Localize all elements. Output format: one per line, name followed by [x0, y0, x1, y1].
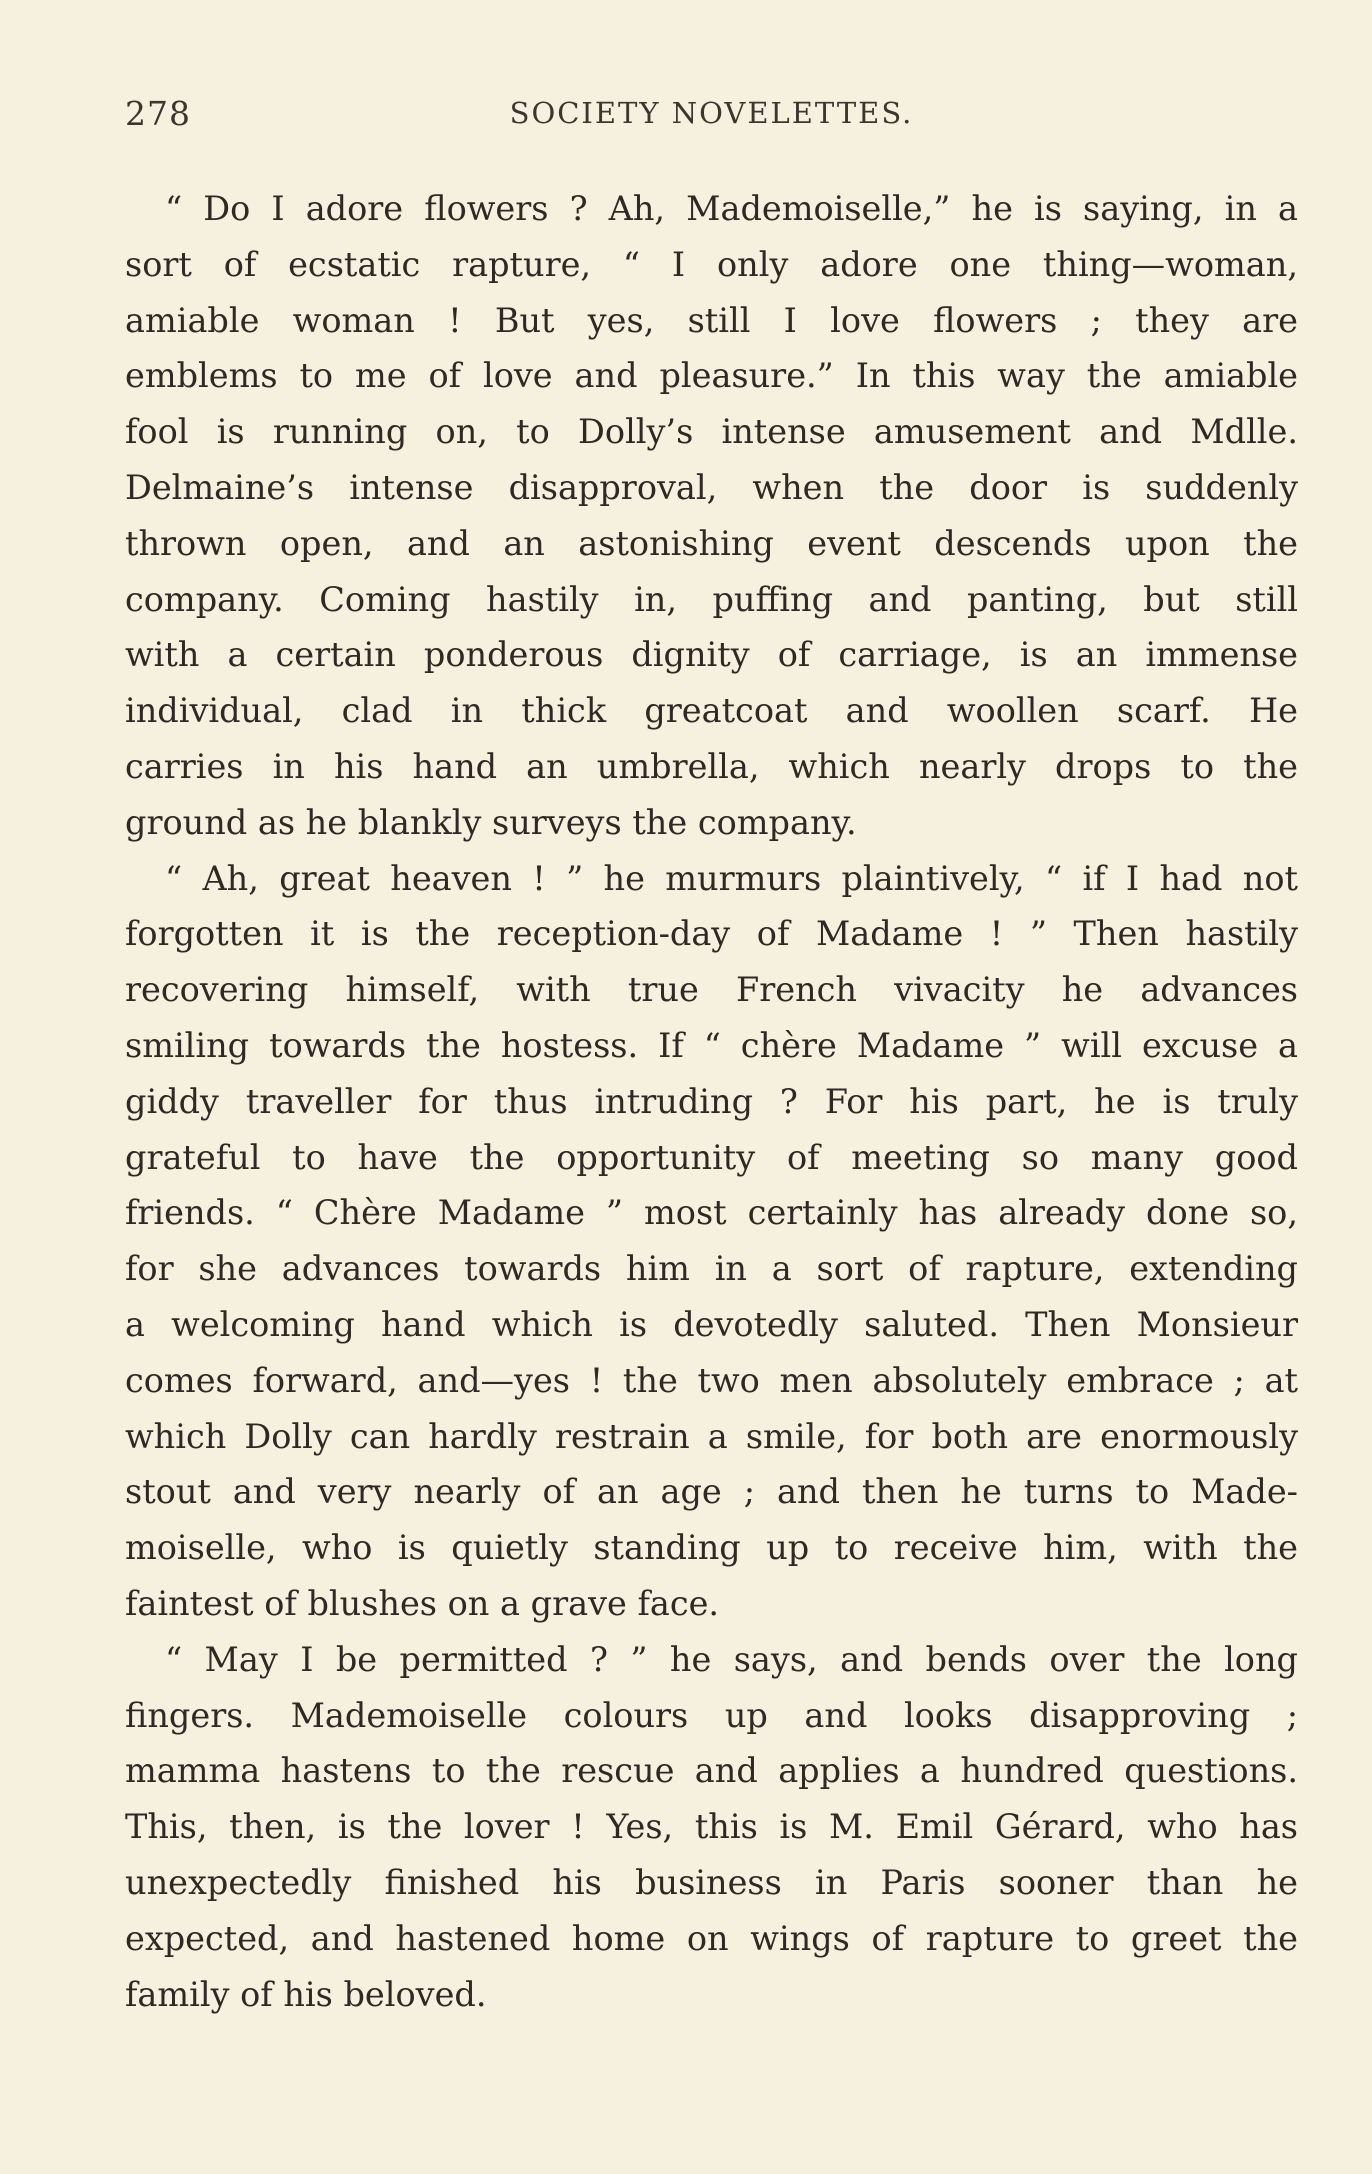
paragraph — [125, 181, 1298, 851]
running-title: SOCIETY NOVELETTES. — [509, 96, 914, 130]
text-line: with a certain ponderous dignity of carriage, is an immense — [125, 635, 1298, 675]
text-line: thrown open, and an astonishing event descends upon the — [125, 523, 1298, 563]
body-text — [125, 181, 1298, 2022]
text-line: carries in his hand an umbrella, which nearly drops to the — [125, 746, 1298, 786]
text-line: “ Do I adore flowers ? Ah, Mademoiselle,” he is saying, in a — [165, 189, 1298, 228]
running-head — [125, 94, 1298, 138]
text-line: moiselle, who is quietly standing up to receive him, with the — [125, 1528, 1298, 1568]
text-line: expected, and hastened home on wings of rapture to greet the — [125, 1918, 1298, 1958]
text-line: ground as he blankly surveys the company. — [125, 802, 857, 842]
text-line: forgotten it is the reception-day of Madame ! ” Then hastily — [125, 914, 1298, 954]
text-line: grateful to have the opportunity of meeting so many good — [125, 1137, 1298, 1177]
text-line: fingers. Mademoiselle colours up and looks disapproving ; — [125, 1695, 1298, 1735]
text-line: emblems to me of love and pleasure.” In this way the amiable — [125, 356, 1298, 396]
text-line: sort of ecstatic rapture, “ I only adore one thing—woman, — [125, 244, 1298, 284]
text-line: faintest of blushes on a grave face. — [125, 1583, 720, 1623]
text-line: mamma hastens to the rescue and applies a hundred questions. — [125, 1751, 1298, 1791]
text-line: recovering himself, with true French vivacity he advances — [125, 970, 1298, 1010]
text-line: giddy traveller for thus intruding ? For his part, he is truly — [125, 1081, 1298, 1121]
text-line: Delmaine’s intense disapproval, when the door is suddenly — [125, 467, 1298, 507]
text-line: for she advances towards him in a sort of rapture, extending — [125, 1249, 1298, 1289]
text-line: a welcoming hand which is devotedly saluted. Then Monsieur — [125, 1304, 1298, 1344]
text-line: “ Ah, great heaven ! ” he murmurs plaintively, “ if I had not — [165, 858, 1298, 898]
text-line: unexpectedly finished his business in Paris sooner than he — [125, 1862, 1298, 1902]
text-line: comes forward, and—yes ! the two men absolutely embrace ; at — [125, 1360, 1298, 1400]
text-line: stout and very nearly of an age ; and then he turns to Made- — [125, 1472, 1298, 1512]
paragraph — [125, 851, 1298, 1632]
text-line: individual, clad in thick greatcoat and woollen scarf. He — [125, 691, 1298, 731]
text-line: friends. “ Chère Madame ” most certainly has already done so, — [125, 1193, 1298, 1233]
text-line: which Dolly can hardly restrain a smile, for both are enormously — [125, 1416, 1298, 1456]
text-line: fool is running on, to Dolly’s intense amusement and Mdlle. — [125, 412, 1298, 452]
text-line: family of his beloved. — [125, 1974, 487, 2014]
paragraph — [125, 1632, 1298, 2023]
text-line: This, then, is the lover ! Yes, this is M. Emil Gérard, who has — [125, 1807, 1298, 1847]
text-line: “ May I be permitted ? ” he says, and bends over the long — [165, 1639, 1298, 1679]
page-number: 278 — [125, 94, 191, 133]
text-line: smiling towards the hostess. If “ chère Madame ” will excuse a — [125, 1025, 1298, 1065]
text-line: amiable woman ! But yes, still I love flowers ; they are — [125, 300, 1298, 340]
text-line: company. Coming hastily in, puffing and panting, but still — [125, 579, 1298, 619]
